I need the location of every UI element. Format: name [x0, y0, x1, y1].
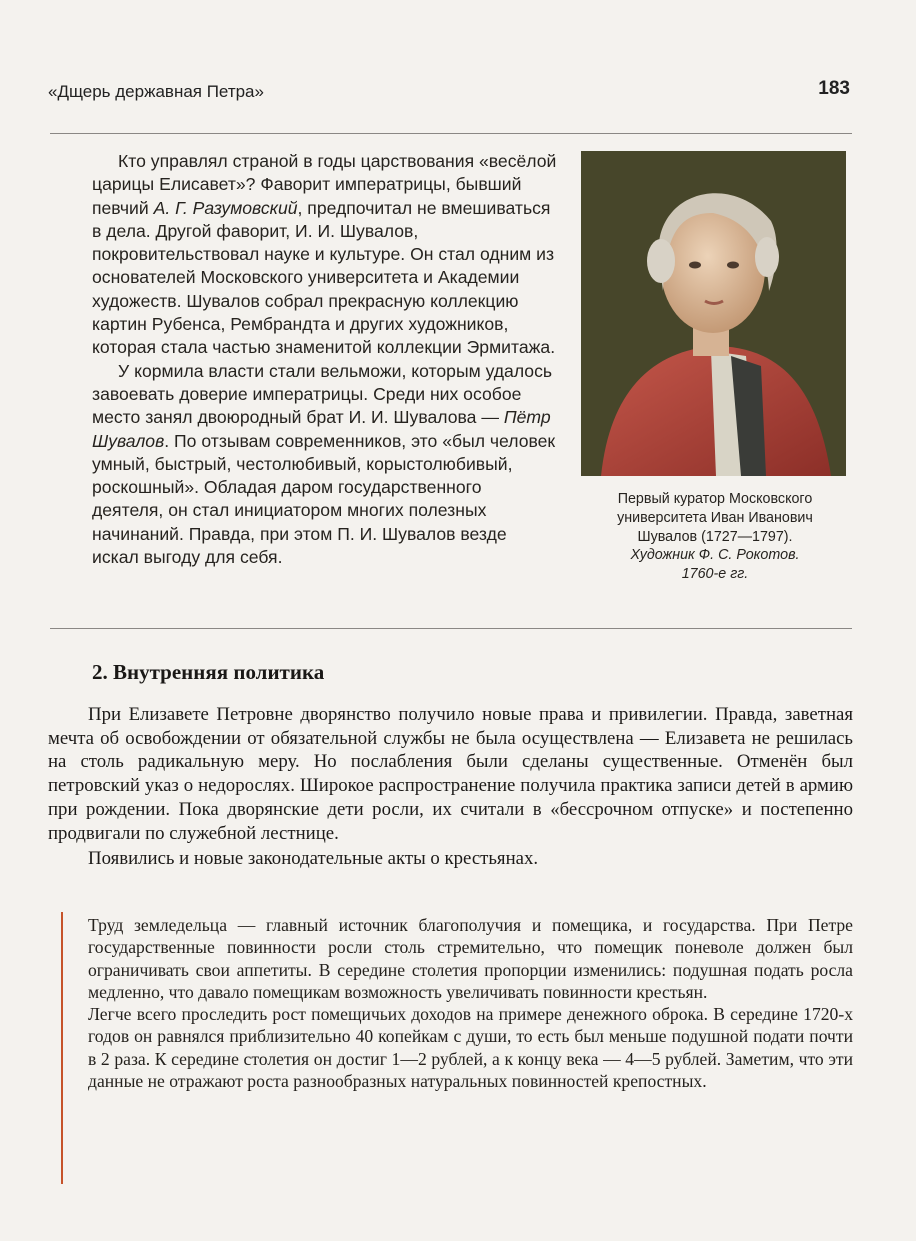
intro-text [92, 150, 557, 569]
quote-accent-bar [61, 912, 63, 1184]
body-paragraph: Появились и новые законодательные акты о крестьянах. [88, 848, 539, 870]
body-paragraph: При Елизавете Петровне дворянство получило новые права и привилегии. Правда, заветная мечта об освобождении от обязательной службы не была осуществлена — Елизавета не решилась на столь радикальную меру. Но послабления были сделаны существенные. Отменён был петровский указ о недорослях. Широкое распространение получила практика записи детей в армию при рождении. Пока дворянские дети росли, их считали в «бессрочном отпуске» и постепенно продвигали по служебной лестнице. [48, 704, 853, 844]
caption-date: 1760-е гг. [681, 566, 749, 583]
running-header-title: «Дщерь державная Петра» [48, 82, 264, 101]
person-name: А. Г. Разумовский [153, 197, 298, 218]
person-name: Пётр Шувалов [92, 407, 551, 451]
portrait-caption [575, 490, 855, 584]
intro-paragraph: У кормила власти стали вельможи, которым удалось завоевать доверие императрицы. Среди них особое место занял двоюродный брат И. И. Шувалова — Пётр Шувалов. По отзывам современников, это «был человек умный, быстрый, честолюбивый, корыстолюбивый, роскошный». Обладая даром государственного деятеля, он стал инициатором многих полезных начинаний. Правда, при этом П. И. Шувалов везде искал выгоду для себя. [92, 360, 556, 568]
page-number: 183 [818, 78, 850, 99]
caption-line: университета Иван Иванович [617, 509, 813, 526]
caption-line: Первый куратор Московского [617, 491, 813, 507]
caption-artist: Художник Ф. С. Рокотов. [630, 547, 800, 564]
section-title: 2. Внутренняя политика [92, 660, 325, 684]
note-paragraph: Легче всего проследить рост помещичьих доходов на примере денежного оброка. В середине 1720-х годов он равнялся приблизительно 40 копейкам с души, то есть был меньше подушной подати почти в 2 раза. К середине столетия он достиг 1—2 рублей, а к концу века — 4—5 рублей. Заметим, что эти данные не отражают роста разнообразных натуральных повинностей крепостных. [88, 1004, 853, 1092]
note-paragraph: Труд земледельца — главный источник благополучия и помещика, и государства. При Петре государственные повинности росли столь стремительно, что помещик поневоле должен был ограничивать свои аппетиты. В середине столетия пропорции изменились: подушная подать росла медленно, что давало помещикам возможность увеличивать повинности крестьян. [88, 915, 853, 1002]
caption-line: Шувалов (1727—1797). [637, 528, 793, 545]
historical-note [88, 914, 853, 1092]
header-rule [50, 133, 852, 134]
section-body [48, 703, 853, 871]
portrait-image [581, 151, 846, 476]
intro-paragraph: Кто управлял страной в годы царствования «весёлой царицы Елисавет»? Фаворит императрицы, бывший певчий А. Г. Разумовский, предпочитал не вмешиваться в дела. Другой фаворит, И. И. Шувалов, покровительствовал науке и культуре. Он стал одним из основателей Московского университета и Академии художеств. Шувалов собрал прекрасную коллекцию картин Рубенса, Рембрандта и других художников, которая стала частью знаменитой коллекции Эрмитажа. [92, 151, 557, 358]
intro-bottom-rule [50, 628, 852, 629]
